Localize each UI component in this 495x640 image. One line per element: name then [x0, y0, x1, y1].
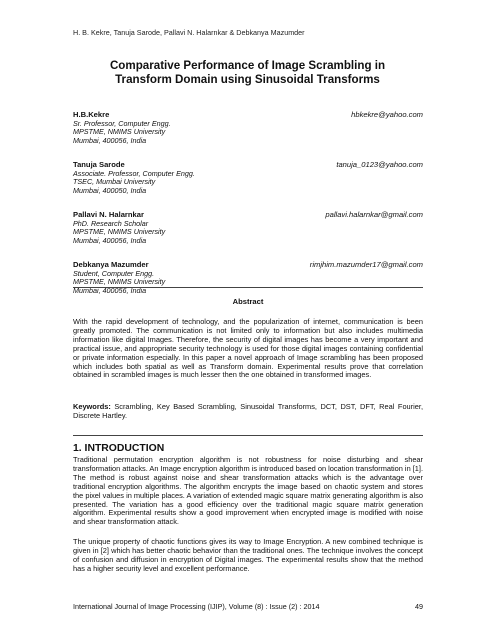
- author-email: hbkekre@yahoo.com: [351, 110, 423, 119]
- divider-rule: [73, 435, 423, 436]
- keywords-label: Keywords:: [73, 402, 111, 411]
- title-line-2: Transform Domain using Sinusoidal Transforms: [115, 73, 380, 86]
- author-block: [73, 111, 423, 145]
- footer-citation: International Journal of Image Processing (IJIP), Volume (8) : Issue (2) : 2014: [73, 602, 320, 611]
- author-block: [73, 161, 423, 195]
- author-block: [73, 211, 423, 245]
- author-affiliation: MPSTME, NMIMS University: [73, 127, 166, 137]
- author-name: Pallavi N. Halarnkar: [73, 210, 144, 220]
- author-affiliation: Mumbai, 400056, India: [73, 235, 147, 245]
- title-line-1: Comparative Performance of Image Scrambling in: [109, 59, 386, 72]
- author-affiliation: Student, Computer Engg.: [73, 268, 155, 278]
- author-name: H.B.Kekre: [73, 110, 110, 119]
- author-block: [73, 261, 423, 295]
- author-list: [73, 111, 423, 311]
- keywords-text: Scrambling, Key Based Scrambling, Sinusoidal Transforms, DCT, DST, DFT, Real Fourier, Discrete Hartley.: [73, 402, 423, 420]
- author-affiliation: TSEC, Mumbai University: [73, 177, 156, 187]
- author-name: Debkanya Mazumder: [73, 260, 149, 270]
- author-affiliation: Associate. Professor, Computer Engg.: [73, 168, 195, 178]
- author-email: rimjhim.mazumder17@gmail.com: [309, 260, 423, 270]
- author-name: Tanuja Sarode: [73, 160, 125, 170]
- author-affiliation: PhD. Research Scholar: [73, 218, 149, 228]
- paper-title: [60, 59, 435, 87]
- section-heading: 1. INTRODUCTION: [73, 443, 165, 454]
- body-paragraph: Traditional permutation encryption algorithm is not robustness for noise disturbing and shear transformation attacks. An Image encryption algorithm is introduced based on location transformation in [1]. The method is robust against noise and shear transformation attacks which is the advantage over traditional encryption algorithms. The algorithm encrypts the image based on chaotic system and stores the pixel values in multiple places. A variation of extended magic square matrix generating algorithm is also presented. The variation has a good efficiency over the traditional magic square matrix generation algorithm. Experimental results show a good improvement when encrypted image is modified with noise and shear transformation attack.: [73, 455, 424, 527]
- divider-rule: [73, 287, 423, 288]
- body-paragraph: The unique property of chaotic functions gives its way to Image Encryption. A new combined technique is given in [2] which has better chaotic behavior than the traditional ones. The technique involves the concept of confusion and diffusion in encryption of Digital images. The experimental results show that the method has a higher security level and excellent performance.: [73, 537, 423, 573]
- author-affiliation: Mumbai, 400050, India: [73, 185, 147, 195]
- author-email: pallavi.halarnkar@gmail.com: [325, 210, 423, 220]
- author-affiliation: Mumbai, 400056, India: [73, 135, 147, 145]
- author-affiliation: MPSTME, NMIMS University: [73, 277, 166, 287]
- page-footer: [73, 602, 423, 611]
- author-email: tanuja_0123@yahoo.com: [336, 160, 423, 170]
- keywords: [73, 403, 423, 421]
- author-affiliation: Sr. Professor, Computer Engg.: [73, 118, 171, 128]
- abstract-heading: Abstract: [232, 297, 264, 306]
- author-affiliation: MPSTME, NMIMS University: [73, 227, 166, 237]
- abstract-text: With the rapid development of technology, and the popularization of internet, communication is been greatly promoted. The communication is not limited only to information but also includes multimedia information like digital Images. Therefore, the security of digital images has become a very important and practical issue, and appropriate security technology is used for those digital images containing confidential or private information especially. In this paper a novel approach of Image scrambling has been proposed which includes both spatial as well as Transform domain. Experimental results prove that correlation obtained in scrambled images is much lesser then the one obtained in transformed images.: [73, 317, 423, 380]
- author-affiliation: Mumbai, 400056, India: [73, 285, 147, 295]
- running-head: H. B. Kekre, Tanuja Sarode, Pallavi N. Halarnkar & Debkanya Mazumder: [73, 28, 305, 37]
- page-number: 49: [415, 602, 423, 611]
